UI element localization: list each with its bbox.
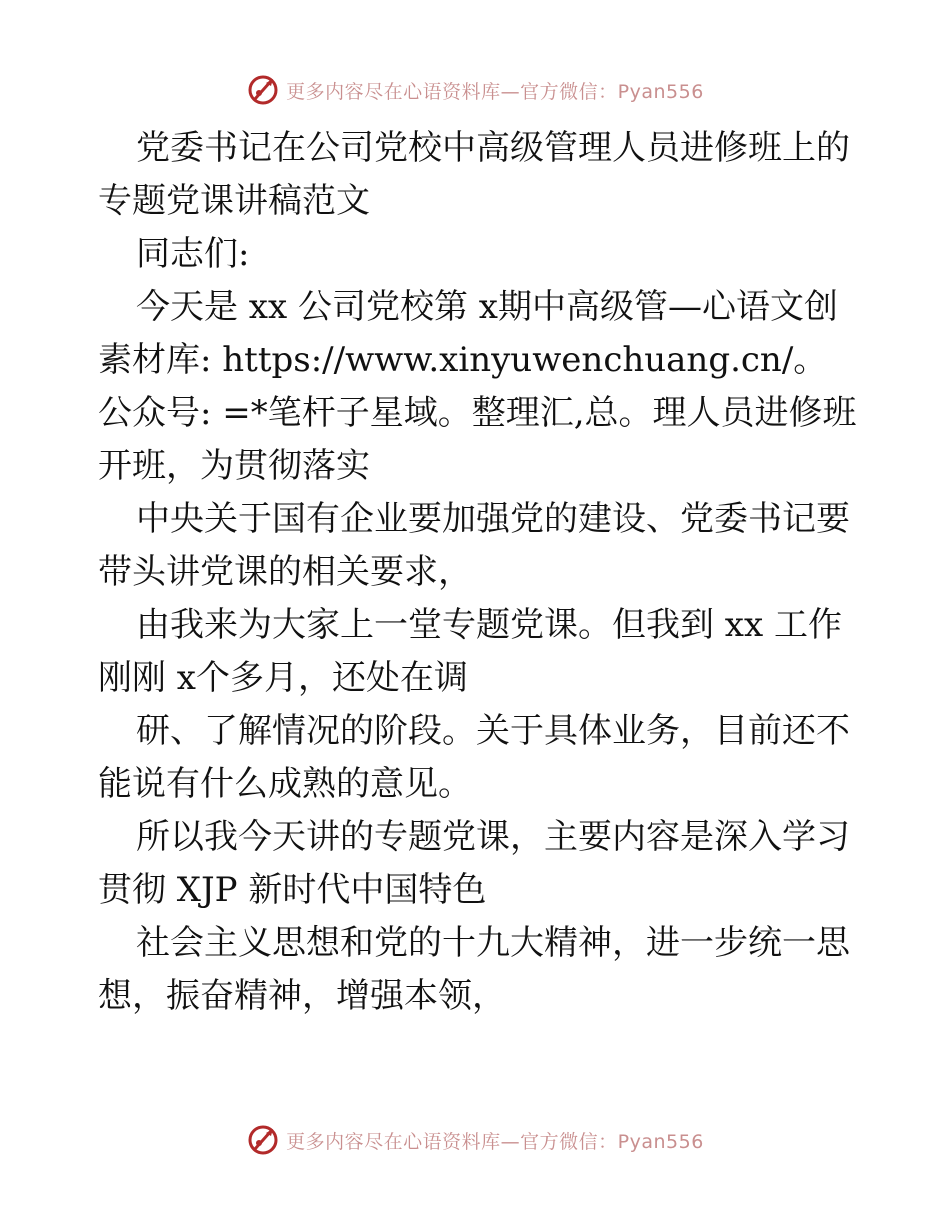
paragraph: 中央关于国有企业要加强党的建设、党委书记要带头讲党课的相关要求， xyxy=(98,499,850,592)
footer-banner-text: 更多内容尽在心语资料库—官方微信：Pyan556 xyxy=(286,1130,704,1153)
paragraph: 由我来为大家上一堂专题党课。但我到 xx 工作刚刚 x个多月，还处在调 xyxy=(98,605,842,698)
header-watermark-banner xyxy=(0,72,950,108)
logo-icon xyxy=(246,1123,280,1157)
paragraph: 所以我今天讲的专题党课，主要内容是深入学习贯彻 XJP 新时代中国特色 xyxy=(98,817,850,910)
document-body xyxy=(98,122,858,1023)
paragraph: 社会主义思想和党的十九大精神，进一步统一思想，振奋精神，增强本领， xyxy=(98,923,850,1016)
paragraph: 同志们: xyxy=(136,234,250,274)
header-banner-text: 更多内容尽在心语资料库—官方微信：Pyan556 xyxy=(286,80,704,103)
footer-watermark-banner xyxy=(0,1122,950,1158)
paragraph: 研、了解情况的阶段。关于具体业务，目前还不能说有什么成熟的意见。 xyxy=(98,711,850,804)
logo-icon xyxy=(246,73,280,107)
document-title: 党委书记在公司党校中高级管理人员进修班上的专题党课讲稿范文 xyxy=(98,128,850,221)
paragraph: 今天是 xx 公司党校第 x期中高级管—心语文创素材库: https://www.xinyuwenchuang.cn/。公众号: =*笔杆子星域。整理汇,总。理人员进修班开班，为贯彻落实 xyxy=(98,287,857,486)
